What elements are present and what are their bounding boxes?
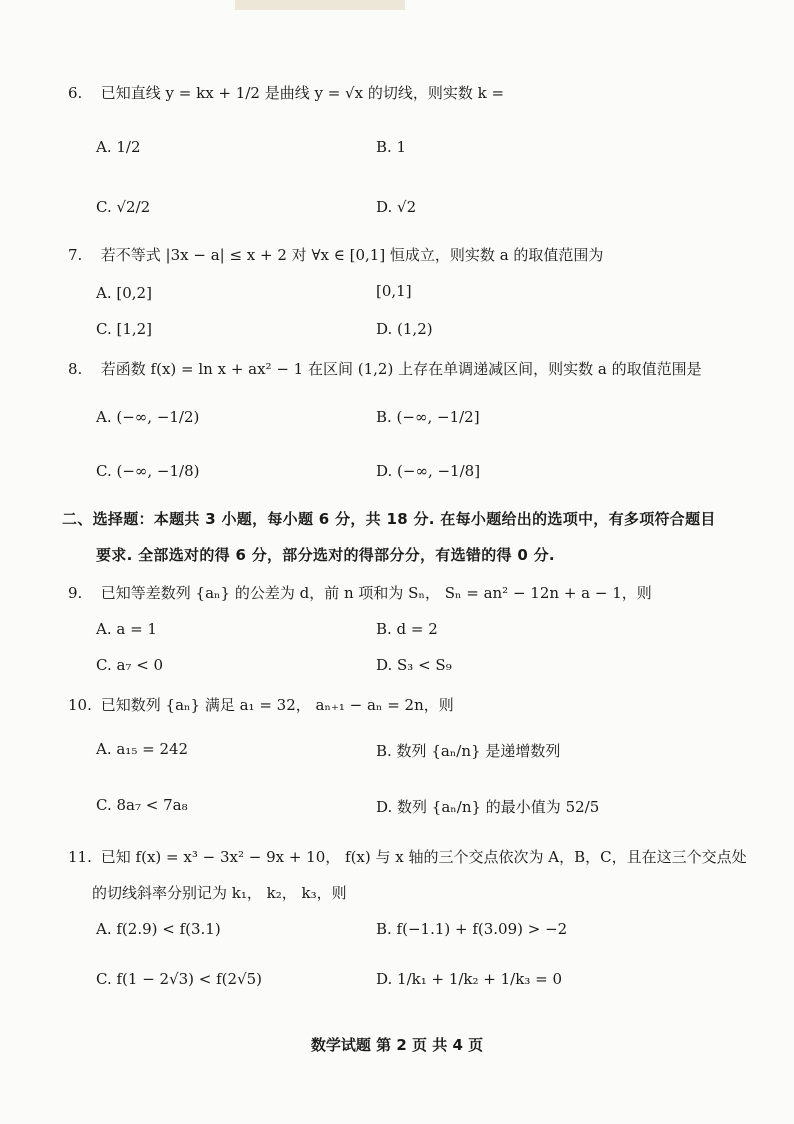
option-c: C. (−∞, −1/8) [96, 462, 200, 480]
question-text: 若不等式 |3x − a| ≤ x + 2 对 ∀x ∈ [0,1] 恒成立，则实数 a 的取值范围为 [100, 246, 604, 264]
question-text-continued: 的切线斜率分别记为 k₁， k₂， k₃，则 [92, 884, 347, 902]
option-b: B. 数列 {aₙ/n} 是递增数列 [376, 742, 561, 760]
option-d: D. S₃ < S₉ [376, 656, 452, 674]
question-text: 已知数列 {aₙ} 满足 a₁ = 32， aₙ₊₁ − aₙ = 2n，则 [100, 696, 454, 714]
question-11 [68, 846, 747, 867]
option-b: B. 1 [376, 138, 407, 156]
option-c: C. f(1 − 2√3) < f(2√5) [96, 970, 263, 988]
question-text: 已知直线 y = kx + 1/2 是曲线 y = √x 的切线，则实数 k = [100, 84, 505, 102]
option-b: B. (−∞, −1/2] [376, 408, 480, 426]
question-number: 6. [68, 84, 83, 102]
option-a: A. 1/2 [96, 138, 141, 156]
option-d: D. 数列 {aₙ/n} 的最小值为 52/5 [376, 798, 600, 816]
option-a: A. (−∞, −1/2) [96, 408, 200, 426]
page-footer: 数学试题 第 2 页 共 4 页 [310, 1036, 484, 1054]
option-b: B. d = 2 [376, 620, 438, 638]
option-d: D. (−∞, −1/8] [376, 462, 481, 480]
option-c: C. √2/2 [96, 198, 151, 216]
question-text: 已知等差数列 {aₙ} 的公差为 d，前 n 项和为 Sₙ， Sₙ = an² − 12n + a − 1，则 [100, 584, 652, 602]
option-d: D. (1,2) [376, 320, 433, 338]
question-6 [68, 82, 504, 103]
section-instructions: 要求. 全部选对的得 6 分，部分选对的得部分分，有选错的得 0 分. [96, 546, 555, 564]
question-number: 7. [68, 246, 83, 264]
question-number: 10. [68, 696, 92, 714]
option-c: C. a₇ < 0 [96, 656, 164, 674]
question-8 [68, 358, 702, 379]
section-heading: 二、选择题：本题共 3 小题，每小题 6 分，共 18 分. 在每小题给出的选项中，有多项符合题目 [62, 510, 716, 528]
question-7 [68, 244, 603, 265]
question-number: 8. [68, 360, 83, 378]
option-b: [0,1] [376, 282, 412, 300]
question-text: 若函数 f(x) = ln x + ax² − 1 在区间 (1,2) 上存在单调递减区间，则实数 a 的取值范围是 [100, 360, 702, 378]
option-d: D. 1/k₁ + 1/k₂ + 1/k₃ = 0 [376, 970, 562, 988]
option-c: C. [1,2] [96, 320, 153, 338]
option-a: A. a = 1 [96, 620, 157, 638]
question-9 [68, 582, 652, 603]
question-number: 11. [68, 848, 92, 866]
question-text: 已知 f(x) = x³ − 3x² − 9x + 10， f(x) 与 x 轴的三个交点依次为 A，B，C，且在这三个交点处 [100, 848, 747, 866]
question-10 [68, 694, 454, 715]
option-a: A. f(2.9) < f(3.1) [96, 920, 221, 938]
option-d: D. √2 [376, 198, 417, 216]
option-a: A. a₁₅ = 242 [96, 740, 189, 758]
option-b: B. f(−1.1) + f(3.09) > −2 [376, 920, 568, 938]
scan-mark [235, 0, 405, 10]
option-a: A. [0,2] [96, 284, 152, 302]
question-number: 9. [68, 584, 83, 602]
option-c: C. 8a₇ < 7a₈ [96, 796, 188, 814]
